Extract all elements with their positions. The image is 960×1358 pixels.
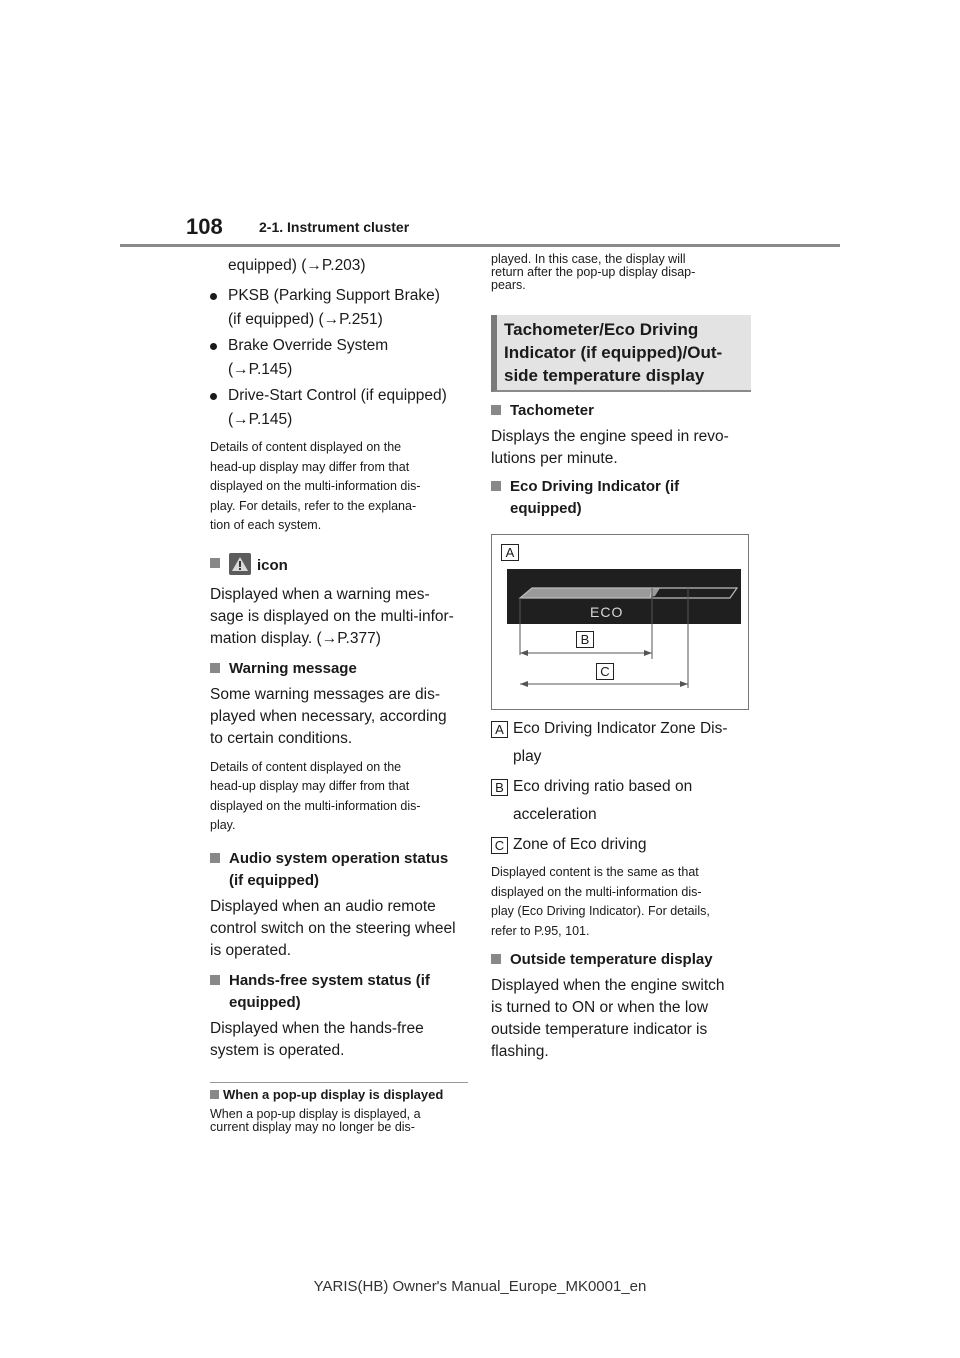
note-line: tion of each system. bbox=[210, 518, 322, 532]
bullet-line: (if equipped) (→P.251) bbox=[228, 311, 383, 328]
body-line: Displayed when a warning mes- bbox=[210, 585, 430, 603]
subhead-warning-message bbox=[210, 658, 468, 680]
bullet-line: PKSB (Parking Support Brake) bbox=[228, 287, 440, 304]
subhead-tachometer bbox=[491, 400, 751, 422]
body-line: control switch on the steering wheel bbox=[210, 919, 456, 937]
legend-line: play bbox=[513, 748, 542, 765]
note-line: refer to P.95, 101. bbox=[491, 923, 590, 938]
body-line: Displayed when the hands-free bbox=[210, 1019, 424, 1037]
body-line: played when necessary, according bbox=[210, 707, 447, 725]
note-line: displayed on the multi-information dis- bbox=[491, 884, 702, 899]
note-headup-2 bbox=[210, 758, 468, 836]
bullet-line: Brake Override System bbox=[228, 337, 389, 354]
section-heading-line: side temperature display bbox=[504, 366, 705, 385]
bullet-dot bbox=[210, 293, 217, 300]
note-line: displayed on the multi-information dis- bbox=[210, 798, 421, 813]
note-line: play (Eco Driving Indicator). For details, bbox=[491, 904, 710, 918]
figure-label-c: C bbox=[596, 663, 614, 680]
bullet-line: Drive-Start Control (if equipped) bbox=[228, 387, 447, 404]
bullet-dot bbox=[210, 343, 217, 350]
legend-item-a bbox=[491, 715, 751, 771]
warning-triangle-icon bbox=[229, 553, 251, 575]
legend-item-b bbox=[491, 773, 751, 829]
left-column bbox=[210, 250, 468, 1134]
subhead-text: (if equipped) bbox=[229, 871, 319, 889]
section-title: 2-1. Instrument cluster bbox=[259, 219, 410, 235]
note-line: head-up display may differ from that bbox=[210, 459, 410, 474]
popup-divider bbox=[210, 1082, 468, 1083]
continued-line: equipped) (→P.203) bbox=[228, 257, 366, 274]
section-heading-line: Indicator (if equipped)/Out- bbox=[504, 343, 723, 362]
square-marker bbox=[210, 663, 220, 673]
legend-item-c bbox=[491, 831, 751, 859]
note-headup-1 bbox=[210, 438, 468, 536]
square-marker bbox=[491, 954, 501, 964]
footer-manual-id: YARIS(HB) Owner's Manual_Europe_MK0001_en bbox=[313, 1278, 647, 1295]
square-marker bbox=[210, 1090, 219, 1099]
bullet-line: (→P.145) bbox=[228, 361, 293, 378]
bullet-brake-override bbox=[210, 334, 468, 382]
subhead-text: Eco Driving Indicator (if bbox=[510, 478, 680, 495]
handsfree-body bbox=[210, 1018, 468, 1062]
body-line: mation display. (→P.377) bbox=[210, 629, 381, 647]
square-marker bbox=[210, 853, 220, 863]
eco-text: ECO bbox=[590, 604, 624, 620]
body-line: to certain conditions. bbox=[210, 729, 353, 747]
tachometer-body bbox=[491, 426, 751, 470]
subhead-text: Hands-free system status (if bbox=[229, 971, 430, 989]
subhead-text: equipped) bbox=[510, 500, 582, 517]
body-line: return after the pop-up display disap- bbox=[491, 265, 696, 279]
body-line: system is operated. bbox=[210, 1041, 345, 1059]
square-marker bbox=[491, 405, 501, 415]
bullet-drive-start bbox=[210, 384, 468, 432]
header-rule bbox=[120, 244, 840, 247]
figure-legend bbox=[491, 715, 751, 859]
note-line: Displayed content is the same as that bbox=[491, 865, 699, 879]
right-column bbox=[491, 253, 751, 1063]
section-heading-box bbox=[491, 315, 751, 392]
legend-key: A bbox=[491, 721, 508, 738]
subhead-text: icon bbox=[257, 556, 288, 574]
subhead-text: Tachometer bbox=[510, 402, 594, 419]
warning-body bbox=[210, 684, 468, 750]
subhead-popup bbox=[210, 1085, 468, 1105]
body-line: Some warning messages are dis- bbox=[210, 685, 441, 703]
note-line: play. bbox=[210, 818, 236, 832]
legend-key: C bbox=[491, 837, 508, 854]
subhead-text: When a pop-up display is displayed bbox=[223, 1086, 444, 1102]
subhead-handsfree bbox=[210, 970, 468, 1014]
eco-indicator-diagram bbox=[492, 535, 748, 709]
body-line: Displayed when the engine switch bbox=[491, 977, 725, 994]
section-heading-line: Tachometer/Eco Driving bbox=[504, 320, 699, 339]
eco-indicator-figure bbox=[491, 534, 749, 710]
body-line: When a pop-up display is displayed, a bbox=[210, 1106, 421, 1121]
legend-line: Eco Driving Indicator Zone Dis- bbox=[513, 720, 728, 737]
square-marker bbox=[210, 558, 220, 568]
popup-body bbox=[210, 1108, 468, 1134]
popup-continued bbox=[491, 253, 751, 292]
note-line: play. For details, refer to the explana- bbox=[210, 498, 417, 513]
square-marker bbox=[210, 975, 220, 985]
legend-line: Eco driving ratio based on bbox=[513, 778, 693, 795]
body-line: lutions per minute. bbox=[491, 450, 618, 467]
outside-temp-body bbox=[491, 975, 751, 1063]
note-line: head-up display may differ from that bbox=[210, 779, 410, 793]
icon-body bbox=[210, 584, 468, 650]
square-marker bbox=[491, 481, 501, 491]
bullet-dot bbox=[210, 393, 217, 400]
note-line: displayed on the multi-information dis- bbox=[210, 479, 421, 493]
body-line: pears. bbox=[491, 278, 526, 292]
note-line: Details of content displayed on the bbox=[210, 759, 402, 774]
subhead-text: Audio system operation status bbox=[229, 849, 449, 867]
figure-label-a: A bbox=[501, 544, 519, 561]
body-line: current display may no longer be dis- bbox=[210, 1119, 415, 1134]
subhead-audio bbox=[210, 848, 468, 892]
body-line: Displayed when an audio remote bbox=[210, 897, 436, 915]
legend-line: acceleration bbox=[513, 806, 597, 823]
body-line: is turned to ON or when the low bbox=[491, 999, 709, 1016]
subhead-outside-temp bbox=[491, 949, 751, 971]
eco-note bbox=[491, 863, 751, 941]
legend-key: B bbox=[491, 779, 508, 796]
subhead-text: equipped) bbox=[229, 993, 301, 1011]
legend-line: Zone of Eco driving bbox=[513, 836, 647, 853]
bullet-pksb bbox=[210, 284, 468, 332]
body-line: Displays the engine speed in revo- bbox=[491, 428, 729, 445]
body-line: flashing. bbox=[491, 1043, 549, 1060]
note-line: Details of content displayed on the bbox=[210, 440, 402, 454]
audio-body bbox=[210, 896, 468, 962]
page-number: 108 bbox=[186, 214, 223, 239]
bullet-line: (→P.145) bbox=[228, 411, 293, 428]
subhead-text: Outside temperature display bbox=[510, 951, 713, 968]
figure-label-b: B bbox=[576, 631, 594, 648]
subhead-eco-indicator bbox=[491, 476, 751, 520]
body-line: played. In this case, the display will bbox=[491, 252, 686, 266]
subhead-text: Warning message bbox=[229, 659, 357, 677]
body-line: sage is displayed on the multi-infor- bbox=[210, 607, 454, 625]
body-line: is operated. bbox=[210, 941, 291, 959]
subhead-warning-icon bbox=[210, 553, 468, 577]
body-line: outside temperature indicator is bbox=[491, 1021, 708, 1038]
